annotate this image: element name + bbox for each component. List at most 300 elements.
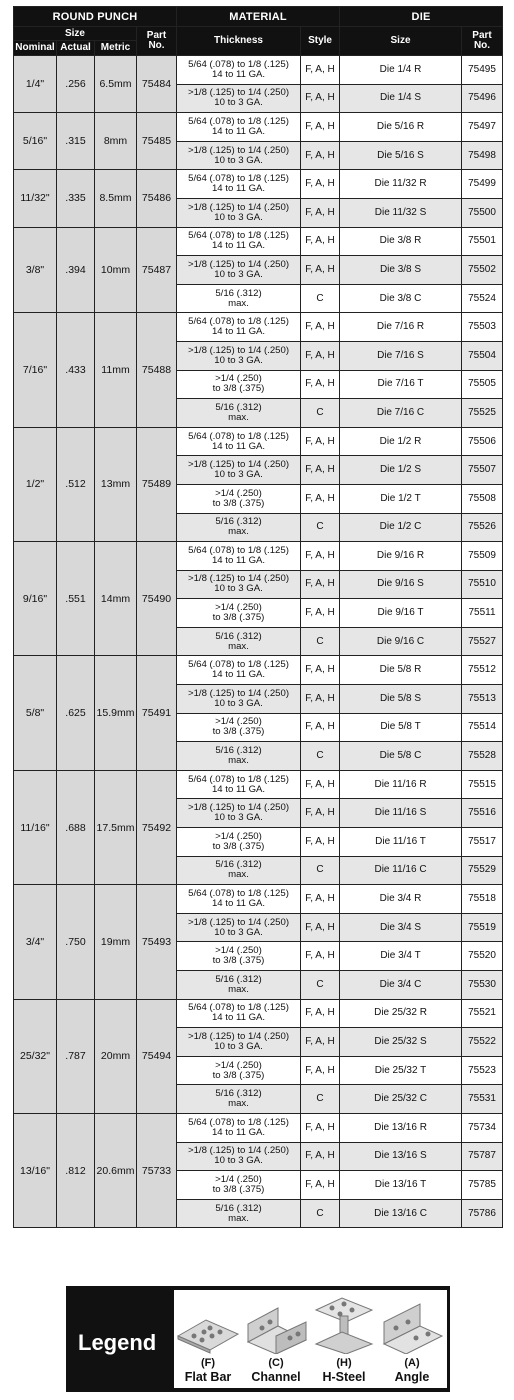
metric-cell: 6.5mm (95, 56, 137, 113)
thickness-gauge: 14 to 11 GA. (211, 1012, 266, 1024)
nominal-header: Nominal (14, 41, 57, 56)
style-cell: F, A, H (301, 999, 340, 1028)
thickness-line: >1/8 (.125) to 1/4 (.250) (187, 459, 290, 471)
punch-part-cell: 75488 (137, 313, 177, 427)
nominal-cell: 13/16" (14, 1113, 57, 1227)
punch-part-no-header (137, 27, 177, 56)
thickness-line: >1/8 (.125) to 1/4 (.250) (187, 687, 290, 699)
thickness-cell (177, 885, 301, 914)
thickness-gauge: max. (228, 1098, 249, 1110)
punch-part-cell: 75733 (137, 1113, 177, 1227)
nominal-cell: 1/4" (14, 56, 57, 113)
thickness-cell (177, 341, 301, 370)
metric-cell: 15.9mm (95, 656, 137, 770)
thickness-line: >1/4 (.250) (215, 830, 262, 842)
table-row (14, 427, 503, 456)
thickness-line: >1/8 (.125) to 1/4 (.250) (187, 258, 290, 270)
die-size-cell: Die 5/8 R (340, 656, 462, 685)
thickness-gauge: 14 to 11 GA. (211, 440, 266, 452)
die-size-cell: Die 5/8 T (340, 713, 462, 742)
die-part-cell: 75505 (462, 370, 503, 399)
table-row (14, 1113, 503, 1142)
thickness-cell (177, 656, 301, 685)
style-cell: F, A, H (301, 84, 340, 113)
nominal-cell: 3/8" (14, 227, 57, 313)
thickness-cell (177, 370, 301, 399)
table-row (14, 113, 503, 142)
die-size-cell: Die 13/16 C (340, 1199, 462, 1228)
style-cell: F, A, H (301, 113, 340, 142)
legend-code: (A) (404, 1357, 420, 1369)
thickness-cell (177, 141, 301, 170)
metric-cell: 19mm (95, 885, 137, 999)
actual-cell: .551 (57, 542, 95, 656)
die-part-cell: 75518 (462, 885, 503, 914)
thickness-line: 5/64 (.078) to 1/8 (.125) (188, 115, 289, 127)
die-part-cell: 75500 (462, 198, 503, 227)
die-part-cell: 75503 (462, 313, 503, 342)
die-size-cell: Die 11/32 R (340, 170, 462, 199)
thickness-line: 5/64 (.078) to 1/8 (.125) (188, 58, 289, 70)
thickness-cell (177, 999, 301, 1028)
thickness-gauge: 10 to 3 GA. (214, 812, 263, 824)
style-cell: F, A, H (301, 1142, 340, 1171)
thickness-cell (177, 942, 301, 971)
die-size-cell: Die 3/8 S (340, 256, 462, 285)
die-size-cell: Die 7/16 R (340, 313, 462, 342)
die-part-cell: 75786 (462, 1199, 503, 1228)
die-size-header: Size (340, 27, 462, 56)
style-cell: F, A, H (301, 599, 340, 628)
thickness-line: 5/64 (.078) to 1/8 (.125) (188, 173, 289, 185)
die-size-cell: Die 5/8 S (340, 685, 462, 714)
die-part-cell: 75498 (462, 141, 503, 170)
thickness-cell (177, 1028, 301, 1057)
die-part-cell: 75512 (462, 656, 503, 685)
die-part-no-header (462, 27, 503, 56)
die-size-cell: Die 25/32 T (340, 1056, 462, 1085)
nominal-cell: 5/8" (14, 656, 57, 770)
thickness-cell (177, 713, 301, 742)
thickness-gauge: max. (228, 983, 249, 995)
metric-header: Metric (95, 41, 137, 56)
metric-cell: 8.5mm (95, 170, 137, 227)
die-size-cell: Die 3/8 C (340, 284, 462, 313)
die-size-cell: Die 11/32 S (340, 198, 462, 227)
style-cell: C (301, 284, 340, 313)
die-size-cell: Die 1/2 C (340, 513, 462, 542)
die-part-cell: 75511 (462, 599, 503, 628)
thickness-line: >1/4 (.250) (215, 602, 262, 614)
die-size-cell: Die 1/2 R (340, 427, 462, 456)
thickness-cell (177, 685, 301, 714)
thickness-cell (177, 56, 301, 85)
thickness-gauge: 14 to 11 GA. (211, 326, 266, 338)
thickness-cell (177, 227, 301, 256)
thickness-line: 5/16 (.312) (215, 516, 262, 528)
actual-cell: .256 (57, 56, 95, 113)
style-cell: F, A, H (301, 313, 340, 342)
thickness-line: 5/16 (.312) (215, 1202, 262, 1214)
style-cell: C (301, 627, 340, 656)
die-size-cell: Die 25/32 C (340, 1085, 462, 1114)
die-size-cell: Die 11/16 R (340, 770, 462, 799)
thickness-cell (177, 484, 301, 513)
die-part-cell: 75526 (462, 513, 503, 542)
die-part-cell: 75497 (462, 113, 503, 142)
thickness-cell (177, 1142, 301, 1171)
metric-cell: 11mm (95, 313, 137, 427)
legend-name: H-Steel (322, 1370, 366, 1384)
style-header: Style (301, 27, 340, 56)
style-cell: F, A, H (301, 770, 340, 799)
thickness-gauge: 10 to 3 GA. (214, 1155, 263, 1167)
die-size-cell: Die 7/16 S (340, 341, 462, 370)
punch-part-cell: 75491 (137, 656, 177, 770)
die-part-cell: 75509 (462, 542, 503, 571)
die-part-cell: 75506 (462, 427, 503, 456)
thickness-gauge: 14 to 11 GA. (211, 183, 266, 195)
thickness-line: 5/64 (.078) to 1/8 (.125) (188, 230, 289, 242)
die-size-cell: Die 25/32 R (340, 999, 462, 1028)
style-cell: F, A, H (301, 256, 340, 285)
thickness-line: >1/8 (.125) to 1/4 (.250) (187, 144, 290, 156)
nominal-cell: 9/16" (14, 542, 57, 656)
die-size-cell: Die 1/4 R (340, 56, 462, 85)
thickness-line: >1/8 (.125) to 1/4 (.250) (187, 916, 290, 928)
style-cell: C (301, 513, 340, 542)
die-part-cell: 75510 (462, 570, 503, 599)
style-cell: F, A, H (301, 685, 340, 714)
die-part-cell: 75495 (462, 56, 503, 85)
thickness-cell (177, 799, 301, 828)
die-part-cell: 75508 (462, 484, 503, 513)
thickness-cell (177, 1113, 301, 1142)
size-header: Size (14, 27, 137, 41)
actual-cell: .394 (57, 227, 95, 313)
punch-part-cell: 75493 (137, 885, 177, 999)
die-part-cell: 75734 (462, 1113, 503, 1142)
style-cell: F, A, H (301, 427, 340, 456)
actual-cell: .433 (57, 313, 95, 427)
die-part-cell: 75787 (462, 1142, 503, 1171)
legend-name: Flat Bar (184, 1370, 232, 1384)
thickness-cell (177, 627, 301, 656)
metric-cell: 17.5mm (95, 770, 137, 884)
style-cell: F, A, H (301, 56, 340, 85)
style-cell: F, A, H (301, 913, 340, 942)
metric-cell: 20mm (95, 999, 137, 1113)
thickness-gauge: max. (228, 526, 249, 538)
die-size-cell: Die 5/16 S (340, 141, 462, 170)
thickness-cell (177, 742, 301, 771)
actual-cell: .750 (57, 885, 95, 999)
thickness-cell (177, 84, 301, 113)
die-part-cell: 75504 (462, 341, 503, 370)
die-part-cell: 75521 (462, 999, 503, 1028)
thickness-cell (177, 570, 301, 599)
die-part-cell: 75519 (462, 913, 503, 942)
thickness-line: 5/16 (.312) (215, 401, 262, 413)
style-cell: F, A, H (301, 828, 340, 857)
style-cell: F, A, H (301, 942, 340, 971)
style-cell: C (301, 399, 340, 428)
die-size-cell: Die 13/16 S (340, 1142, 462, 1171)
thickness-gauge: 10 to 3 GA. (214, 469, 263, 481)
thickness-gauge: 10 to 3 GA. (214, 1040, 263, 1052)
thickness-gauge: 10 to 3 GA. (214, 354, 263, 366)
die-size-cell: Die 1/4 S (340, 84, 462, 113)
punch-part-cell: 75484 (137, 56, 177, 113)
thickness-line: 5/64 (.078) to 1/8 (.125) (188, 1002, 289, 1014)
thickness-cell (177, 456, 301, 485)
punch-part-cell: 75487 (137, 227, 177, 313)
thickness-cell (177, 542, 301, 571)
thickness-gauge: to 3/8 (.375) (212, 726, 265, 738)
nominal-cell: 11/16" (14, 770, 57, 884)
thickness-gauge: 10 to 3 GA. (214, 211, 263, 223)
no-label: No. (473, 40, 491, 51)
die-part-cell: 75525 (462, 399, 503, 428)
thickness-gauge: 10 to 3 GA. (214, 154, 263, 166)
punch-part-cell: 75490 (137, 542, 177, 656)
table-row (14, 999, 503, 1028)
thickness-gauge: max. (228, 755, 249, 767)
thickness-cell (177, 1199, 301, 1228)
die-size-cell: Die 3/8 R (340, 227, 462, 256)
style-cell: C (301, 1085, 340, 1114)
style-cell: F, A, H (301, 1028, 340, 1057)
die-part-cell: 75523 (462, 1056, 503, 1085)
die-part-cell: 75528 (462, 742, 503, 771)
thickness-gauge: max. (228, 640, 249, 652)
style-cell: F, A, H (301, 227, 340, 256)
style-cell: F, A, H (301, 1171, 340, 1200)
style-cell: F, A, H (301, 542, 340, 571)
thickness-line: 5/64 (.078) to 1/8 (.125) (188, 659, 289, 671)
channel-icon (244, 1294, 308, 1354)
legend-name: Channel (251, 1370, 301, 1384)
punch-part-cell: 75485 (137, 113, 177, 170)
thickness-cell (177, 856, 301, 885)
die-part-cell: 75530 (462, 971, 503, 1000)
thickness-gauge: max. (228, 297, 249, 309)
die-part-cell: 75507 (462, 456, 503, 485)
die-size-cell: Die 5/8 C (340, 742, 462, 771)
die-size-cell: Die 11/16 C (340, 856, 462, 885)
actual-cell: .787 (57, 999, 95, 1113)
thickness-cell (177, 770, 301, 799)
die-size-cell: Die 25/32 S (340, 1028, 462, 1057)
thickness-cell (177, 313, 301, 342)
die-part-cell: 75524 (462, 284, 503, 313)
die-part-cell: 75514 (462, 713, 503, 742)
thickness-line: 5/16 (.312) (215, 973, 262, 985)
style-cell: F, A, H (301, 141, 340, 170)
thickness-cell (177, 1171, 301, 1200)
thickness-line: 5/16 (.312) (215, 1088, 262, 1100)
die-size-cell: Die 3/4 C (340, 971, 462, 1000)
thickness-gauge: to 3/8 (.375) (212, 1183, 265, 1195)
metric-cell: 14mm (95, 542, 137, 656)
thickness-line: >1/4 (.250) (215, 373, 262, 385)
die-size-cell: Die 11/16 T (340, 828, 462, 857)
die-part-cell: 75517 (462, 828, 503, 857)
style-cell: F, A, H (301, 170, 340, 199)
die-size-cell: Die 3/4 S (340, 913, 462, 942)
die-size-cell: Die 7/16 C (340, 399, 462, 428)
metric-cell: 13mm (95, 427, 137, 541)
table-row (14, 770, 503, 799)
die-part-cell: 75785 (462, 1171, 503, 1200)
style-cell: C (301, 742, 340, 771)
die-part-cell: 75502 (462, 256, 503, 285)
die-size-cell: Die 3/4 R (340, 885, 462, 914)
legend-item-angle (378, 1290, 446, 1388)
thickness-line: 5/16 (.312) (215, 859, 262, 871)
nominal-cell: 3/4" (14, 885, 57, 999)
nominal-cell: 5/16" (14, 113, 57, 170)
style-cell: F, A, H (301, 570, 340, 599)
thickness-gauge: max. (228, 411, 249, 423)
thickness-cell (177, 1056, 301, 1085)
metric-cell: 20.6mm (95, 1113, 137, 1227)
die-header: DIE (340, 7, 503, 27)
thickness-gauge: 14 to 11 GA. (211, 783, 266, 795)
actual-cell: .512 (57, 427, 95, 541)
die-part-cell: 75516 (462, 799, 503, 828)
die-part-cell: 75527 (462, 627, 503, 656)
die-part-cell: 75513 (462, 685, 503, 714)
legend-box (66, 1286, 450, 1392)
style-cell: C (301, 856, 340, 885)
table-row (14, 885, 503, 914)
thickness-gauge: max. (228, 869, 249, 881)
thickness-gauge: 14 to 11 GA. (211, 125, 266, 137)
die-part-cell: 75515 (462, 770, 503, 799)
style-cell: F, A, H (301, 799, 340, 828)
part-label: Part (146, 30, 167, 41)
thickness-line: >1/8 (.125) to 1/4 (.250) (187, 1145, 290, 1157)
die-size-cell: Die 1/2 S (340, 456, 462, 485)
thickness-line: 5/64 (.078) to 1/8 (.125) (188, 1116, 289, 1128)
thickness-line: >1/4 (.250) (215, 1173, 262, 1185)
legend-item-channel (242, 1290, 310, 1388)
style-cell: F, A, H (301, 484, 340, 513)
thickness-gauge: max. (228, 1212, 249, 1224)
thickness-line: >1/8 (.125) to 1/4 (.250) (187, 573, 290, 585)
legend-item-flat-bar (174, 1290, 242, 1388)
thickness-cell (177, 971, 301, 1000)
thickness-line: 5/64 (.078) to 1/8 (.125) (188, 430, 289, 442)
thickness-line: >1/4 (.250) (215, 1059, 262, 1071)
nominal-cell: 25/32" (14, 999, 57, 1113)
table-row (14, 227, 503, 256)
actual-cell: .688 (57, 770, 95, 884)
style-cell: F, A, H (301, 656, 340, 685)
thickness-line: 5/16 (.312) (215, 287, 262, 299)
actual-cell: .625 (57, 656, 95, 770)
thickness-cell (177, 427, 301, 456)
table-row (14, 170, 503, 199)
thickness-gauge: 10 to 3 GA. (214, 97, 263, 109)
legend-title: Legend (78, 1330, 157, 1355)
thickness-cell (177, 1085, 301, 1114)
thickness-line: >1/8 (.125) to 1/4 (.250) (187, 344, 290, 356)
thickness-line: 5/16 (.312) (215, 745, 262, 757)
die-part-cell: 75520 (462, 942, 503, 971)
thickness-gauge: 10 to 3 GA. (214, 926, 263, 938)
nominal-cell: 7/16" (14, 313, 57, 427)
die-part-cell: 75499 (462, 170, 503, 199)
style-cell: F, A, H (301, 713, 340, 742)
thickness-gauge: to 3/8 (.375) (212, 1069, 265, 1081)
thickness-line: 5/64 (.078) to 1/8 (.125) (188, 544, 289, 556)
part-label: Part (472, 30, 492, 41)
actual-header: Actual (57, 41, 95, 56)
punch-part-cell: 75492 (137, 770, 177, 884)
thickness-line: >1/8 (.125) to 1/4 (.250) (187, 802, 290, 814)
die-size-cell: Die 7/16 T (340, 370, 462, 399)
thickness-gauge: 10 to 3 GA. (214, 697, 263, 709)
thickness-cell (177, 913, 301, 942)
thickness-line: 5/64 (.078) to 1/8 (.125) (188, 316, 289, 328)
thickness-line: 5/64 (.078) to 1/8 (.125) (188, 888, 289, 900)
style-cell: F, A, H (301, 1113, 340, 1142)
thickness-cell (177, 113, 301, 142)
punch-die-table (13, 6, 503, 1228)
die-size-cell: Die 1/2 T (340, 484, 462, 513)
die-size-cell: Die 3/4 T (340, 942, 462, 971)
material-header: MATERIAL (177, 7, 340, 27)
thickness-line: >1/8 (.125) to 1/4 (.250) (187, 201, 290, 213)
angle-icon (380, 1294, 444, 1354)
style-cell: F, A, H (301, 370, 340, 399)
table-row (14, 542, 503, 571)
thickness-gauge: 10 to 3 GA. (214, 583, 263, 595)
thickness-cell (177, 599, 301, 628)
thickness-gauge: 14 to 11 GA. (211, 1126, 266, 1138)
round-punch-header: ROUND PUNCH (14, 7, 177, 27)
thickness-line: >1/4 (.250) (215, 716, 262, 728)
actual-cell: .315 (57, 113, 95, 170)
actual-cell: .812 (57, 1113, 95, 1227)
thickness-gauge: to 3/8 (.375) (212, 840, 265, 852)
nominal-cell: 11/32" (14, 170, 57, 227)
thickness-cell (177, 198, 301, 227)
die-part-cell: 75496 (462, 84, 503, 113)
metric-cell: 10mm (95, 227, 137, 313)
die-size-cell: Die 9/16 C (340, 627, 462, 656)
style-cell: F, A, H (301, 198, 340, 227)
actual-cell: .335 (57, 170, 95, 227)
thickness-cell (177, 256, 301, 285)
style-cell: F, A, H (301, 885, 340, 914)
die-size-cell: Die 13/16 T (340, 1171, 462, 1200)
thickness-cell (177, 399, 301, 428)
thickness-cell (177, 170, 301, 199)
thickness-gauge: to 3/8 (.375) (212, 612, 265, 624)
h-steel-icon (312, 1294, 376, 1354)
flat-bar-icon (176, 1294, 240, 1354)
nominal-cell: 1/2" (14, 427, 57, 541)
no-label: No. (148, 40, 165, 51)
thickness-line: >1/4 (.250) (215, 487, 262, 499)
style-cell: F, A, H (301, 341, 340, 370)
thickness-cell (177, 828, 301, 857)
die-part-cell: 75529 (462, 856, 503, 885)
die-size-cell: Die 9/16 T (340, 599, 462, 628)
